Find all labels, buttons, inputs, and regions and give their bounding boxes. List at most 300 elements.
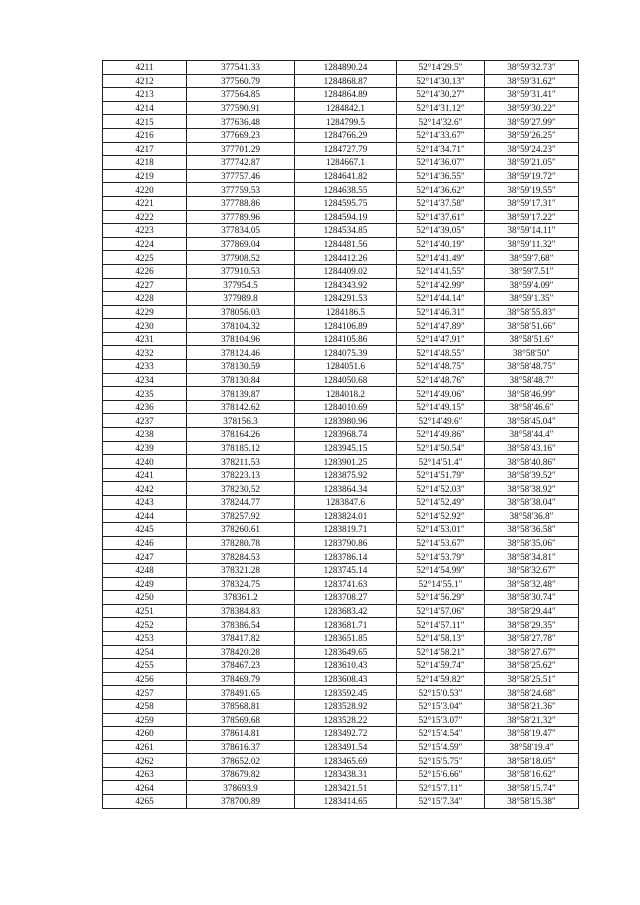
x-coordinate-cell: 378130.84: [187, 373, 295, 387]
x-coordinate-cell: 377869.04: [187, 237, 295, 251]
x-coordinate-cell: 378386.54: [187, 618, 295, 632]
table-row: [103, 699, 579, 713]
latitude-cell: 52°14′42.99″: [397, 278, 485, 292]
x-coordinate-cell: 378467.23: [187, 659, 295, 673]
table-row: [103, 577, 579, 591]
table-row: [103, 672, 579, 686]
y-coordinate-cell: 1284481.56: [295, 237, 397, 251]
table-row: [103, 210, 579, 224]
x-coordinate-cell: 377541.33: [187, 61, 295, 75]
y-coordinate-cell: 1284799.5: [295, 115, 397, 129]
table-row: [103, 319, 579, 333]
latitude-cell: 52°14′41.55″: [397, 264, 485, 278]
point-number-cell: 4260: [103, 727, 187, 741]
point-number-cell: 4231: [103, 332, 187, 346]
x-coordinate-cell: 378693.9: [187, 781, 295, 795]
latitude-cell: 52°14′52.03″: [397, 482, 485, 496]
point-number-cell: 4212: [103, 74, 187, 88]
y-coordinate-cell: 1284595.75: [295, 196, 397, 210]
longitude-cell: 38°59′17.22″: [485, 210, 579, 224]
y-coordinate-cell: 1284594.19: [295, 210, 397, 224]
y-coordinate-cell: 1283438.31: [295, 767, 397, 781]
latitude-cell: 52°14′56.29″: [397, 591, 485, 605]
point-number-cell: 4243: [103, 496, 187, 510]
y-coordinate-cell: 1284868.87: [295, 74, 397, 88]
y-coordinate-cell: 1283745.14: [295, 563, 397, 577]
table-row: [103, 74, 579, 88]
longitude-cell: 38°58′21.36″: [485, 699, 579, 713]
table-row: [103, 523, 579, 537]
x-coordinate-cell: 378223.13: [187, 468, 295, 482]
y-coordinate-cell: 1283491.54: [295, 740, 397, 754]
y-coordinate-cell: 1284727.79: [295, 142, 397, 156]
latitude-cell: 52°14′30.27″: [397, 88, 485, 102]
y-coordinate-cell: 1284105.86: [295, 332, 397, 346]
table-row: [103, 183, 579, 197]
longitude-cell: 38°58′27.78″: [485, 631, 579, 645]
point-number-cell: 4214: [103, 101, 187, 115]
table-row: [103, 563, 579, 577]
y-coordinate-cell: 1284766.29: [295, 128, 397, 142]
point-number-cell: 4235: [103, 387, 187, 401]
table-row: [103, 224, 579, 238]
longitude-cell: 38°59′30.22″: [485, 101, 579, 115]
y-coordinate-cell: 1283790.86: [295, 536, 397, 550]
longitude-cell: 38°58′32.67″: [485, 563, 579, 577]
point-number-cell: 4255: [103, 659, 187, 673]
x-coordinate-cell: 378244.77: [187, 496, 295, 510]
point-number-cell: 4217: [103, 142, 187, 156]
y-coordinate-cell: 1283592.45: [295, 686, 397, 700]
point-number-cell: 4262: [103, 754, 187, 768]
latitude-cell: 52°14′58.21″: [397, 645, 485, 659]
point-number-cell: 4259: [103, 713, 187, 727]
table-row: [103, 400, 579, 414]
longitude-cell: 38°59′7.68″: [485, 251, 579, 265]
longitude-cell: 38°59′19.72″: [485, 169, 579, 183]
x-coordinate-cell: 377954.5: [187, 278, 295, 292]
x-coordinate-cell: 378230.52: [187, 482, 295, 496]
point-number-cell: 4252: [103, 618, 187, 632]
y-coordinate-cell: 1284667.1: [295, 156, 397, 170]
latitude-cell: 52°14′52.49″: [397, 496, 485, 510]
x-coordinate-cell: 377757.46: [187, 169, 295, 183]
y-coordinate-cell: 1284842.1: [295, 101, 397, 115]
longitude-cell: 38°58′25.62″: [485, 659, 579, 673]
point-number-cell: 4225: [103, 251, 187, 265]
y-coordinate-cell: 1283651.85: [295, 631, 397, 645]
longitude-cell: 38°58′35.06″: [485, 536, 579, 550]
table-row: [103, 414, 579, 428]
point-number-cell: 4239: [103, 441, 187, 455]
table-row: [103, 128, 579, 142]
point-number-cell: 4246: [103, 536, 187, 550]
point-number-cell: 4257: [103, 686, 187, 700]
longitude-cell: 38°58′15.74″: [485, 781, 579, 795]
longitude-cell: 38°58′48.7″: [485, 373, 579, 387]
latitude-cell: 52°14′41.49″: [397, 251, 485, 265]
x-coordinate-cell: 378164.26: [187, 428, 295, 442]
point-number-cell: 4250: [103, 591, 187, 605]
latitude-cell: 52°14′51.79″: [397, 468, 485, 482]
y-coordinate-cell: 1283945.15: [295, 441, 397, 455]
y-coordinate-cell: 1284075.39: [295, 346, 397, 360]
latitude-cell: 52°14′37.61″: [397, 210, 485, 224]
x-coordinate-cell: 378469.79: [187, 672, 295, 686]
table-row: [103, 645, 579, 659]
point-number-cell: 4264: [103, 781, 187, 795]
table-row: [103, 251, 579, 265]
longitude-cell: 38°59′1.35″: [485, 292, 579, 306]
point-number-cell: 4215: [103, 115, 187, 129]
longitude-cell: 38°59′31.62″: [485, 74, 579, 88]
table-row: [103, 618, 579, 632]
longitude-cell: 38°58′18.05″: [485, 754, 579, 768]
longitude-cell: 38°58′32.48″: [485, 577, 579, 591]
table-row: [103, 61, 579, 75]
y-coordinate-cell: 1283528.92: [295, 699, 397, 713]
latitude-cell: 52°14′53.79″: [397, 550, 485, 564]
latitude-cell: 52°14′55.1″: [397, 577, 485, 591]
y-coordinate-cell: 1283681.71: [295, 618, 397, 632]
latitude-cell: 52°14′53.67″: [397, 536, 485, 550]
latitude-cell: 52°15′5.75″: [397, 754, 485, 768]
x-coordinate-cell: 378130.59: [187, 360, 295, 374]
longitude-cell: 38°59′14.11″: [485, 224, 579, 238]
table-row: [103, 509, 579, 523]
x-coordinate-cell: 378321.28: [187, 563, 295, 577]
point-number-cell: 4247: [103, 550, 187, 564]
table-row: [103, 631, 579, 645]
y-coordinate-cell: 1283875.92: [295, 468, 397, 482]
x-coordinate-cell: 378104.96: [187, 332, 295, 346]
y-coordinate-cell: 1283901.25: [295, 455, 397, 469]
longitude-cell: 38°59′4.09″: [485, 278, 579, 292]
table-row: [103, 428, 579, 442]
x-coordinate-cell: 377759.53: [187, 183, 295, 197]
point-number-cell: 4216: [103, 128, 187, 142]
x-coordinate-cell: 377742.87: [187, 156, 295, 170]
y-coordinate-cell: 1284412.26: [295, 251, 397, 265]
x-coordinate-cell: 377989.8: [187, 292, 295, 306]
table-row: [103, 713, 579, 727]
latitude-cell: 52°15′4.54″: [397, 727, 485, 741]
x-coordinate-cell: 378679.82: [187, 767, 295, 781]
latitude-cell: 52°14′29.5″: [397, 61, 485, 75]
point-number-cell: 4236: [103, 400, 187, 414]
table-row: [103, 591, 579, 605]
table-row: [103, 536, 579, 550]
longitude-cell: 38°58′27.67″: [485, 645, 579, 659]
latitude-cell: 52°14′44.14″: [397, 292, 485, 306]
x-coordinate-cell: 378056.03: [187, 305, 295, 319]
longitude-cell: 38°58′43.16″: [485, 441, 579, 455]
y-coordinate-cell: 1284186.5: [295, 305, 397, 319]
x-coordinate-cell: 378614.81: [187, 727, 295, 741]
latitude-cell: 52°15′7.11″: [397, 781, 485, 795]
longitude-cell: 38°58′38.04″: [485, 496, 579, 510]
table-row: [103, 795, 579, 809]
table-row: [103, 196, 579, 210]
longitude-cell: 38°58′25.51″: [485, 672, 579, 686]
longitude-cell: 38°58′38.92″: [485, 482, 579, 496]
latitude-cell: 52°14′46.31″: [397, 305, 485, 319]
longitude-cell: 38°58′48.75″: [485, 360, 579, 374]
latitude-cell: 52°14′47.89″: [397, 319, 485, 333]
x-coordinate-cell: 378420.28: [187, 645, 295, 659]
point-number-cell: 4261: [103, 740, 187, 754]
y-coordinate-cell: 1283683.42: [295, 604, 397, 618]
longitude-cell: 38°58′44.4″: [485, 428, 579, 442]
longitude-cell: 38°59′7.51″: [485, 264, 579, 278]
latitude-cell: 52°15′7.34″: [397, 795, 485, 809]
y-coordinate-cell: 1283741.63: [295, 577, 397, 591]
longitude-cell: 38°58′29.44″: [485, 604, 579, 618]
latitude-cell: 52°14′36.62″: [397, 183, 485, 197]
latitude-cell: 52°14′49.06″: [397, 387, 485, 401]
table-row: [103, 373, 579, 387]
y-coordinate-cell: 1283421.51: [295, 781, 397, 795]
x-coordinate-cell: 378324.75: [187, 577, 295, 591]
point-number-cell: 4233: [103, 360, 187, 374]
longitude-cell: 38°58′40.86″: [485, 455, 579, 469]
table-row: [103, 686, 579, 700]
longitude-cell: 38°58′15.38″: [485, 795, 579, 809]
x-coordinate-cell: 378616.37: [187, 740, 295, 754]
table-row: [103, 115, 579, 129]
coordinates-table-body: [103, 61, 579, 809]
x-coordinate-cell: 377590.91: [187, 101, 295, 115]
x-coordinate-cell: 377701.29: [187, 142, 295, 156]
point-number-cell: 4220: [103, 183, 187, 197]
point-number-cell: 4258: [103, 699, 187, 713]
longitude-cell: 38°59′21.05″: [485, 156, 579, 170]
table-row: [103, 455, 579, 469]
longitude-cell: 38°59′32.73″: [485, 61, 579, 75]
table-row: [103, 781, 579, 795]
point-number-cell: 4265: [103, 795, 187, 809]
longitude-cell: 38°59′27.99″: [485, 115, 579, 129]
latitude-cell: 52°14′59.74″: [397, 659, 485, 673]
latitude-cell: 52°15′3.07″: [397, 713, 485, 727]
table-row: [103, 101, 579, 115]
table-row: [103, 659, 579, 673]
y-coordinate-cell: 1283968.74: [295, 428, 397, 442]
longitude-cell: 38°59′26.25″: [485, 128, 579, 142]
y-coordinate-cell: 1283786.14: [295, 550, 397, 564]
longitude-cell: 38°58′16.62″: [485, 767, 579, 781]
longitude-cell: 38°58′46.6″: [485, 400, 579, 414]
point-number-cell: 4228: [103, 292, 187, 306]
x-coordinate-cell: 377789.96: [187, 210, 295, 224]
latitude-cell: 52°14′34.71″: [397, 142, 485, 156]
y-coordinate-cell: 1283708.27: [295, 591, 397, 605]
longitude-cell: 38°58′36.8″: [485, 509, 579, 523]
point-number-cell: 4237: [103, 414, 187, 428]
x-coordinate-cell: 378700.89: [187, 795, 295, 809]
latitude-cell: 52°14′40.19″: [397, 237, 485, 251]
x-coordinate-cell: 377560.79: [187, 74, 295, 88]
longitude-cell: 38°58′36.58″: [485, 523, 579, 537]
x-coordinate-cell: 377908.52: [187, 251, 295, 265]
latitude-cell: 52°15′4.59″: [397, 740, 485, 754]
x-coordinate-cell: 378384.83: [187, 604, 295, 618]
table-row: [103, 468, 579, 482]
latitude-cell: 52°14′48.76″: [397, 373, 485, 387]
point-number-cell: 4256: [103, 672, 187, 686]
point-number-cell: 4227: [103, 278, 187, 292]
x-coordinate-cell: 378361.2: [187, 591, 295, 605]
x-coordinate-cell: 378284.53: [187, 550, 295, 564]
latitude-cell: 52°14′47.91″: [397, 332, 485, 346]
longitude-cell: 38°58′46.99″: [485, 387, 579, 401]
latitude-cell: 52°14′39.05″: [397, 224, 485, 238]
point-number-cell: 4219: [103, 169, 187, 183]
point-number-cell: 4249: [103, 577, 187, 591]
latitude-cell: 52°14′36.07″: [397, 156, 485, 170]
table-row: [103, 142, 579, 156]
point-number-cell: 4218: [103, 156, 187, 170]
point-number-cell: 4222: [103, 210, 187, 224]
longitude-cell: 38°58′51.6″: [485, 332, 579, 346]
x-coordinate-cell: 378211.53: [187, 455, 295, 469]
latitude-cell: 52°14′33.67″: [397, 128, 485, 142]
table-row: [103, 441, 579, 455]
point-number-cell: 4230: [103, 319, 187, 333]
point-number-cell: 4245: [103, 523, 187, 537]
x-coordinate-cell: 378417.82: [187, 631, 295, 645]
longitude-cell: 38°58′50″: [485, 346, 579, 360]
y-coordinate-cell: 1283465.69: [295, 754, 397, 768]
y-coordinate-cell: 1283824.01: [295, 509, 397, 523]
x-coordinate-cell: 377636.48: [187, 115, 295, 129]
longitude-cell: 38°59′11.32″: [485, 237, 579, 251]
longitude-cell: 38°58′39.52″: [485, 468, 579, 482]
x-coordinate-cell: 378104.32: [187, 319, 295, 333]
table-row: [103, 88, 579, 102]
table-row: [103, 727, 579, 741]
point-number-cell: 4238: [103, 428, 187, 442]
table-row: [103, 156, 579, 170]
latitude-cell: 52°14′54.99″: [397, 563, 485, 577]
latitude-cell: 52°14′52.92″: [397, 509, 485, 523]
x-coordinate-cell: 377910.53: [187, 264, 295, 278]
x-coordinate-cell: 378260.61: [187, 523, 295, 537]
longitude-cell: 38°58′29.35″: [485, 618, 579, 632]
x-coordinate-cell: 378139.87: [187, 387, 295, 401]
y-coordinate-cell: 1284534.85: [295, 224, 397, 238]
latitude-cell: 52°15′3.04″: [397, 699, 485, 713]
longitude-cell: 38°58′19.4″: [485, 740, 579, 754]
point-number-cell: 4223: [103, 224, 187, 238]
latitude-cell: 52°14′49.6″: [397, 414, 485, 428]
longitude-cell: 38°58′19.47″: [485, 727, 579, 741]
y-coordinate-cell: 1283847.6: [295, 496, 397, 510]
latitude-cell: 52°14′48.75″: [397, 360, 485, 374]
y-coordinate-cell: 1284890.24: [295, 61, 397, 75]
x-coordinate-cell: 377564.85: [187, 88, 295, 102]
latitude-cell: 52°14′30.13″: [397, 74, 485, 88]
point-number-cell: 4213: [103, 88, 187, 102]
x-coordinate-cell: 377669.23: [187, 128, 295, 142]
x-coordinate-cell: 378568.81: [187, 699, 295, 713]
y-coordinate-cell: 1283610.43: [295, 659, 397, 673]
x-coordinate-cell: 378124.46: [187, 346, 295, 360]
longitude-cell: 38°59′17.31″: [485, 196, 579, 210]
point-number-cell: 4244: [103, 509, 187, 523]
x-coordinate-cell: 378491.65: [187, 686, 295, 700]
point-number-cell: 4251: [103, 604, 187, 618]
latitude-cell: 52°14′37.58″: [397, 196, 485, 210]
longitude-cell: 38°58′24.68″: [485, 686, 579, 700]
table-row: [103, 278, 579, 292]
longitude-cell: 38°58′45.04″: [485, 414, 579, 428]
y-coordinate-cell: 1284291.53: [295, 292, 397, 306]
point-number-cell: 4211: [103, 61, 187, 75]
table-row: [103, 169, 579, 183]
latitude-cell: 52°14′58.13″: [397, 631, 485, 645]
point-number-cell: 4253: [103, 631, 187, 645]
x-coordinate-cell: 378280.78: [187, 536, 295, 550]
x-coordinate-cell: 378652.02: [187, 754, 295, 768]
y-coordinate-cell: 1283980.96: [295, 414, 397, 428]
latitude-cell: 52°14′48.55″: [397, 346, 485, 360]
table-row: [103, 264, 579, 278]
latitude-cell: 52°14′59.82″: [397, 672, 485, 686]
y-coordinate-cell: 1284018.2: [295, 387, 397, 401]
table-row: [103, 237, 579, 251]
longitude-cell: 38°59′24.23″: [485, 142, 579, 156]
point-number-cell: 4263: [103, 767, 187, 781]
table-row: [103, 305, 579, 319]
y-coordinate-cell: 1284641.82: [295, 169, 397, 183]
latitude-cell: 52°14′51.4″: [397, 455, 485, 469]
point-number-cell: 4229: [103, 305, 187, 319]
point-number-cell: 4241: [103, 468, 187, 482]
longitude-cell: 38°58′21.32″: [485, 713, 579, 727]
longitude-cell: 38°58′30.74″: [485, 591, 579, 605]
latitude-cell: 52°14′32.6″: [397, 115, 485, 129]
x-coordinate-cell: 378185.12: [187, 441, 295, 455]
latitude-cell: 52°14′50.54″: [397, 441, 485, 455]
x-coordinate-cell: 378156.3: [187, 414, 295, 428]
y-coordinate-cell: 1284051.6: [295, 360, 397, 374]
latitude-cell: 52°14′49.15″: [397, 400, 485, 414]
y-coordinate-cell: 1284343.92: [295, 278, 397, 292]
latitude-cell: 52°14′57.06″: [397, 604, 485, 618]
x-coordinate-cell: 377788.86: [187, 196, 295, 210]
longitude-cell: 38°58′55.83″: [485, 305, 579, 319]
point-number-cell: 4226: [103, 264, 187, 278]
latitude-cell: 52°15′0.53″: [397, 686, 485, 700]
point-number-cell: 4234: [103, 373, 187, 387]
table-row: [103, 332, 579, 346]
latitude-cell: 52°14′31.12″: [397, 101, 485, 115]
y-coordinate-cell: 1284010.69: [295, 400, 397, 414]
point-number-cell: 4240: [103, 455, 187, 469]
y-coordinate-cell: 1283608.43: [295, 672, 397, 686]
latitude-cell: 52°14′36.55″: [397, 169, 485, 183]
latitude-cell: 52°14′49.86″: [397, 428, 485, 442]
latitude-cell: 52°15′6.66″: [397, 767, 485, 781]
longitude-cell: 38°59′31.41″: [485, 88, 579, 102]
longitude-cell: 38°58′51.66″: [485, 319, 579, 333]
table-row: [103, 482, 579, 496]
y-coordinate-cell: 1284409.02: [295, 264, 397, 278]
longitude-cell: 38°59′19.55″: [485, 183, 579, 197]
table-row: [103, 496, 579, 510]
table-row: [103, 550, 579, 564]
